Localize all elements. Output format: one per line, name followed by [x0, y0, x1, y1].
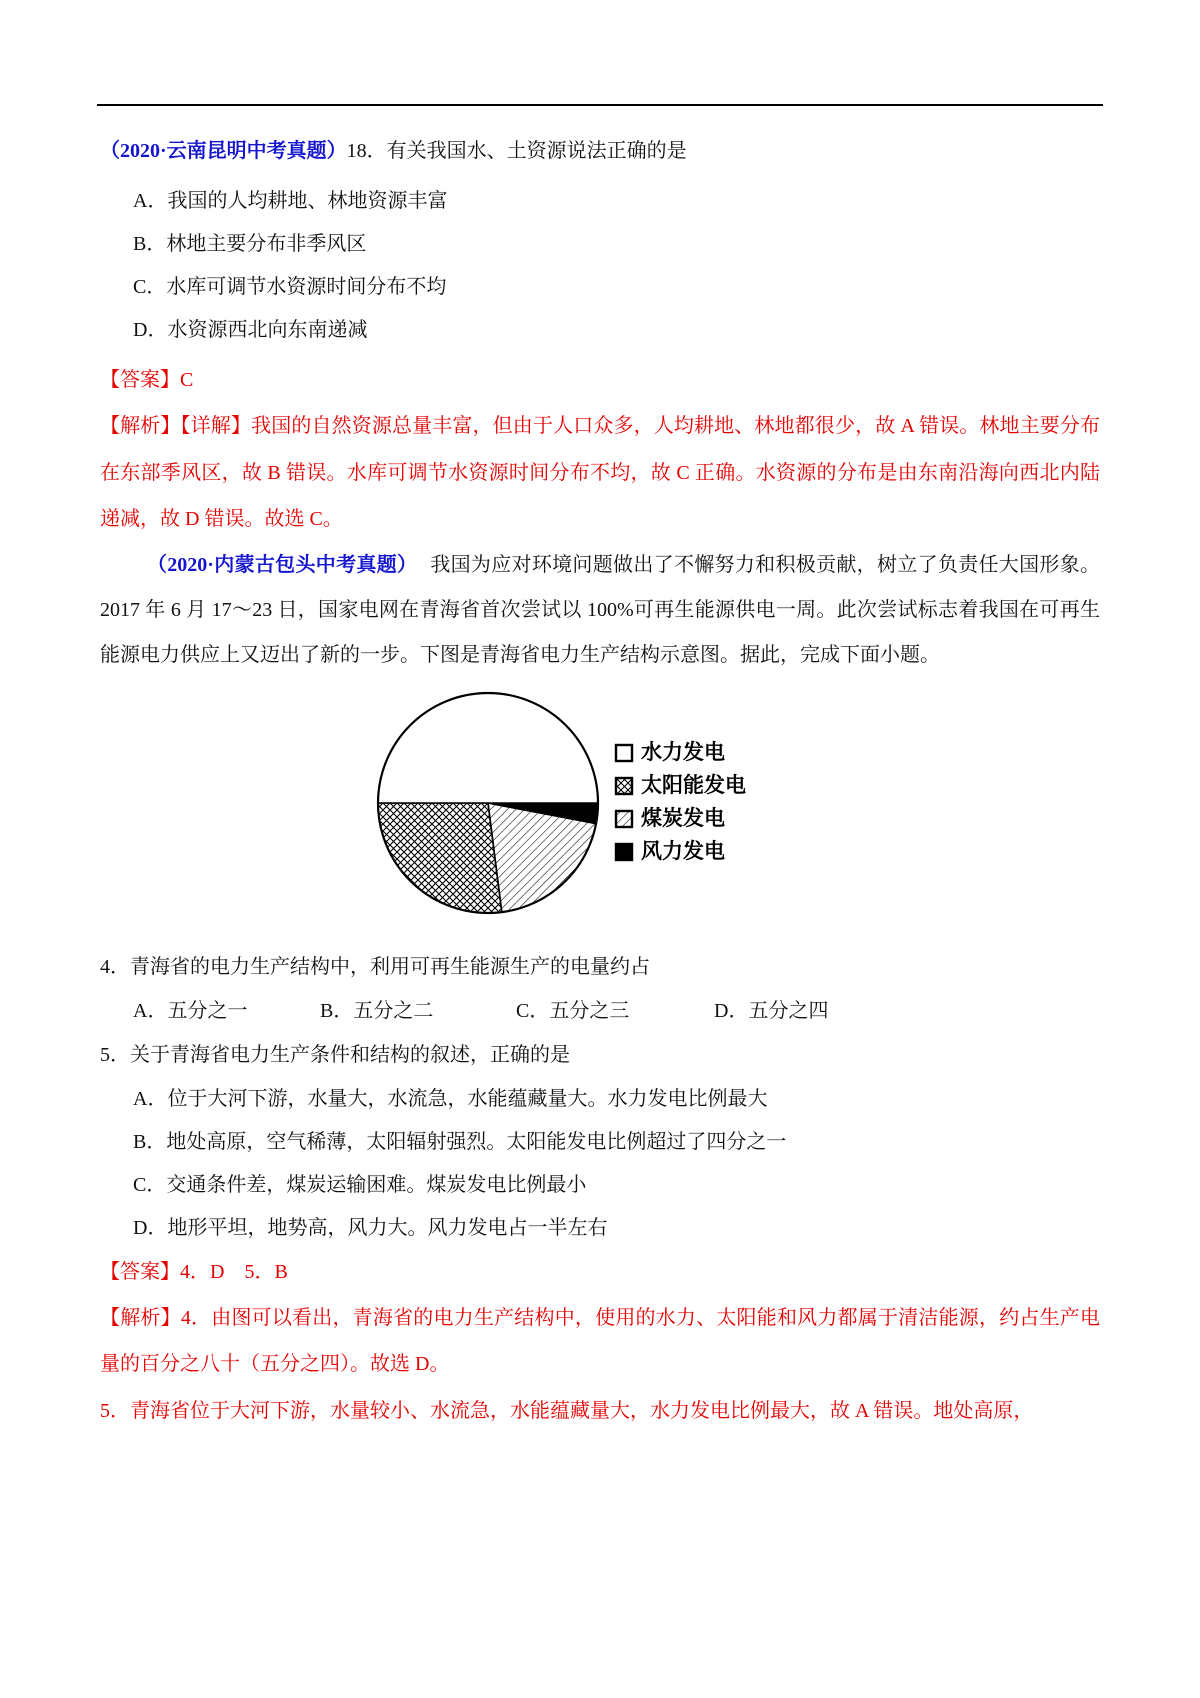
legend-swatch-diagonal-icon [614, 809, 634, 829]
q5-stem: 5．关于青海省电力生产条件和结构的叙述，正确的是 [100, 1043, 570, 1066]
q18-option-b: B．林地主要分布非季风区 [133, 233, 367, 255]
q18-stem [100, 128, 1100, 174]
q5-option-b: B．地处高原，空气稀薄，太阳辐射强烈。太阳能发电比例超过了四分之一 [133, 1130, 787, 1153]
legend-label-hydro: 水力发电 [641, 740, 725, 764]
q18-analysis-label: 【解析】【详解】 [100, 415, 252, 437]
q4-q5-answer-label: 【答案】 [100, 1260, 180, 1283]
q5-option-d: D．地形平坦，地势高，风力大。风力发电占一半左右 [133, 1216, 608, 1239]
legend-item-coal [614, 808, 746, 830]
q18-option-a: A．我国的人均耕地、林地资源丰富 [133, 190, 448, 212]
legend-label-coal: 煤炭发电 [641, 806, 725, 830]
q18-answer-label: 【答案】 [100, 369, 180, 391]
pie-slice-crosshatch [378, 803, 502, 913]
passage [100, 543, 1100, 678]
q5-option-a: A．位于大河下游，水量大，水流急，水能蕴藏量大。水力发电比例最大 [133, 1087, 768, 1110]
top-rule [97, 104, 1103, 106]
q4-q5-analysis-part1 [100, 1295, 1100, 1388]
q18-options [100, 180, 1100, 352]
q5-options [100, 1078, 1100, 1250]
q4-stem: 4．青海省的电力生产结构中，利用可再生能源生产的电量约占 [100, 955, 650, 978]
q5-analysis-text: 5．青海省位于大河下游，水量较小、水流急，水能蕴藏量大，水力发电比例最大，故 A 错误。地处高原， [100, 1399, 1034, 1422]
q4-option-a: A．五分之一 [133, 999, 248, 1022]
q4-options [100, 990, 1100, 1032]
pie-slices [378, 693, 598, 913]
legend-item-hydro [614, 742, 746, 764]
q4-option-b: B．五分之二 [320, 999, 434, 1022]
q18-answer-value: C [180, 369, 194, 391]
q18-answer [100, 358, 1100, 403]
legend-swatch-black-icon [614, 842, 634, 862]
passage-text: 我国为应对环境问题做出了不懈努力和积极贡献，树立了负责任大国形象。2017 年 6 月 17～23 日，国家电网在青海省首次尝试以 100%可再生能源供电一周。此次尝试标志着我国在可再生能源电力供应上又迈出了新的一步。下图是青海省电力生产结构示意图。据此，完成下面小题。 [100, 553, 1101, 666]
q5-option-c: C．交通条件差，煤炭运输困难。煤炭发电比例最小 [133, 1173, 587, 1196]
q18-analysis [100, 403, 1100, 543]
legend-label-solar: 太阳能发电 [641, 773, 746, 797]
q4-option-c: C．五分之三 [516, 999, 630, 1022]
q18-analysis-text: 我国的自然资源总量丰富，但由于人口众多，人均耕地、林地都很少，故 A 错误。林地主要分布在东部季风区，故 B 错误。水库可调节水资源时间分布不均，故 C 正确。水资源的分布是由东南沿海向西北内陆递减，故 D 错误。故选 C。 [100, 415, 1101, 530]
q18-stem-text: 18．有关我国水、土资源说法正确的是 [346, 140, 687, 162]
q4-q5-analysis-part2 [100, 1388, 1100, 1435]
chart-legend [614, 742, 746, 863]
legend-swatch-white-icon [614, 743, 634, 763]
pie-chart-svg [368, 683, 608, 923]
q4-q5-analysis-label: 【解析】 [100, 1306, 181, 1329]
passage-source-tag: （2020·内蒙古包头中考真题） [147, 553, 418, 576]
q4-q5-answer [100, 1250, 1100, 1295]
legend-swatch-crosshatch-icon [614, 776, 634, 796]
q18-option-c: C．水库可调节水资源时间分布不均 [133, 276, 447, 298]
pie-chart [100, 686, 1100, 921]
q4-option-d: D．五分之四 [714, 999, 829, 1022]
legend-label-wind: 风力发电 [641, 839, 725, 863]
legend-item-wind [614, 841, 746, 863]
q4-analysis-text: 4．由图可以看出，青海省的电力生产结构中，使用的水力、太阳能和风力都属于清洁能源，约占生产电量的百分之八十（五分之四）。故选 D。 [100, 1306, 1101, 1375]
q18-option-d: D．水资源西北向东南递减 [133, 319, 368, 341]
legend-item-solar [614, 775, 746, 797]
q18-source-tag: （2020·云南昆明中考真题） [100, 140, 347, 162]
pie-slice-white [378, 693, 598, 803]
q4-q5-answer-value: 4．D 5．B [180, 1260, 288, 1283]
